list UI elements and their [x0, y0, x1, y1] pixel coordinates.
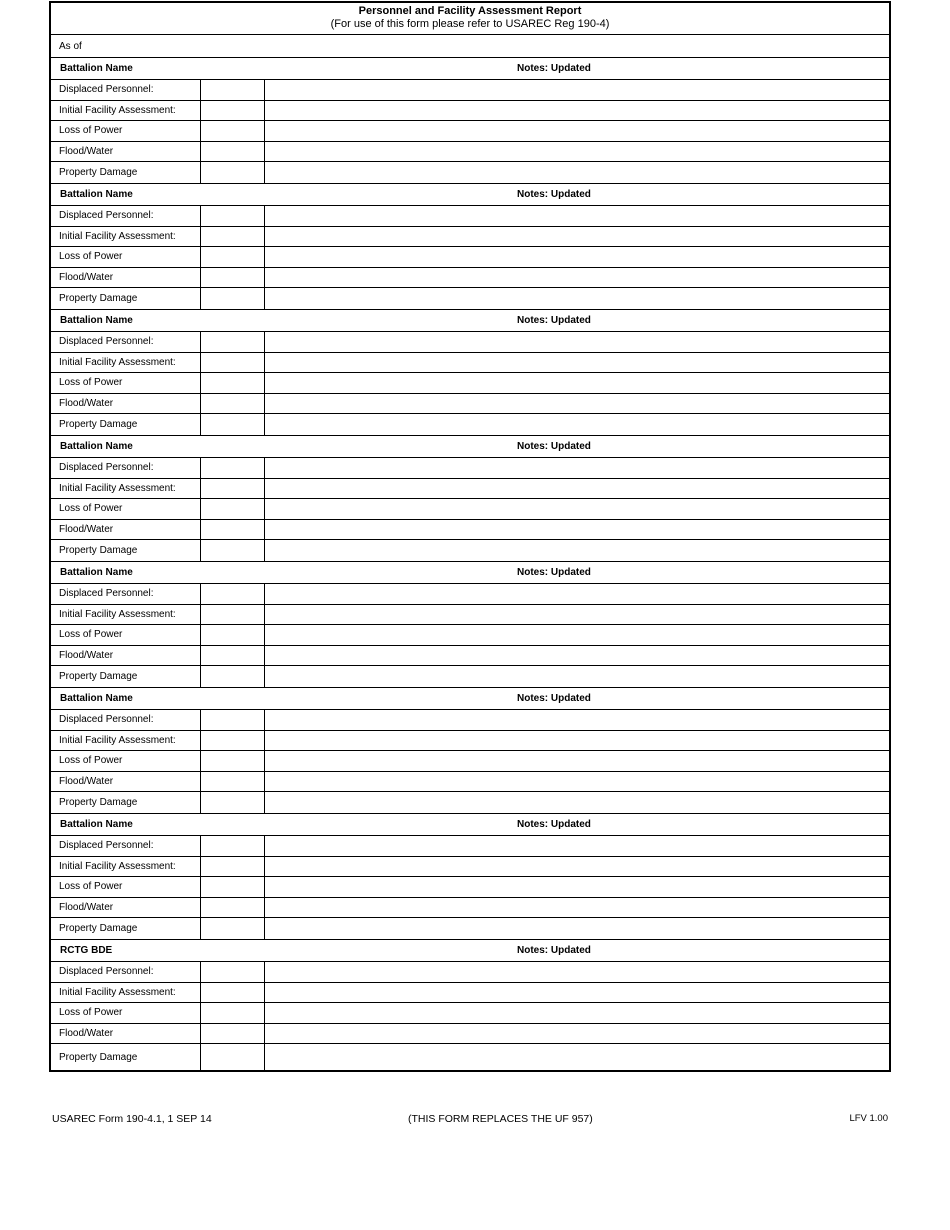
assessment-row: [51, 918, 889, 940]
row-label: Property Damage: [51, 918, 201, 939]
assessment-row: [51, 605, 889, 626]
assessment-row: [51, 772, 889, 793]
battalion-section: [51, 814, 889, 940]
assessment-row: [51, 458, 889, 479]
row-label: Flood/Water: [51, 772, 201, 792]
assessment-row: [51, 1003, 889, 1024]
value-field[interactable]: [201, 836, 265, 856]
section-notes-label: Notes: Updated: [517, 567, 591, 578]
assessment-row: [51, 80, 889, 101]
section-notes-label: Notes: Updated: [517, 693, 591, 704]
section-name: RCTG BDE: [60, 945, 113, 956]
value-field[interactable]: [201, 857, 265, 877]
notes-field[interactable]: [265, 142, 889, 162]
section-header: [51, 58, 889, 80]
notes-field[interactable]: [265, 206, 889, 226]
assessment-row: [51, 710, 889, 731]
battalion-section: [51, 940, 889, 1070]
value-field[interactable]: [201, 268, 265, 288]
row-label: Loss of Power: [51, 373, 201, 393]
notes-field[interactable]: [265, 962, 889, 982]
row-label: Property Damage: [51, 162, 201, 183]
value-field[interactable]: [201, 499, 265, 519]
battalion-section: [51, 310, 889, 436]
form-replaces-note: (THIS FORM REPLACES THE UF 957): [408, 1113, 593, 1125]
row-label: Property Damage: [51, 540, 201, 561]
assessment-row: [51, 584, 889, 605]
notes-field[interactable]: [265, 520, 889, 540]
assessment-row: [51, 520, 889, 541]
assessment-row: [51, 983, 889, 1004]
row-label: Initial Facility Assessment:: [51, 227, 201, 247]
notes-field[interactable]: [265, 898, 889, 918]
as-of-label: As of: [59, 41, 82, 52]
battalion-section: [51, 688, 889, 814]
row-label: Flood/Water: [51, 142, 201, 162]
notes-field[interactable]: [265, 288, 889, 309]
value-field[interactable]: [201, 206, 265, 226]
assessment-row: [51, 373, 889, 394]
assessment-row: [51, 353, 889, 374]
notes-field[interactable]: [265, 414, 889, 435]
row-label: Property Damage: [51, 1044, 201, 1070]
assessment-row: [51, 227, 889, 248]
value-field[interactable]: [201, 479, 265, 499]
assessment-row: [51, 479, 889, 500]
row-label: Loss of Power: [51, 247, 201, 267]
section-notes-label: Notes: Updated: [517, 945, 591, 956]
as-of-row[interactable]: [51, 35, 889, 58]
notes-field[interactable]: [265, 227, 889, 247]
assessment-form: [49, 1, 891, 1072]
row-label: Loss of Power: [51, 625, 201, 645]
value-field[interactable]: [201, 918, 265, 939]
row-label: Initial Facility Assessment:: [51, 479, 201, 499]
notes-field[interactable]: [265, 394, 889, 414]
notes-field[interactable]: [265, 918, 889, 939]
assessment-row: [51, 162, 889, 184]
notes-field[interactable]: [265, 101, 889, 121]
battalion-section: [51, 436, 889, 562]
section-name: Battalion Name: [60, 441, 133, 452]
value-field[interactable]: [201, 983, 265, 1003]
value-field[interactable]: [201, 288, 265, 309]
value-field[interactable]: [201, 962, 265, 982]
row-label: Displaced Personnel:: [51, 332, 201, 352]
assessment-row: [51, 288, 889, 310]
value-field[interactable]: [201, 772, 265, 792]
assessment-row: [51, 540, 889, 562]
value-field[interactable]: [201, 540, 265, 561]
notes-field[interactable]: [265, 584, 889, 604]
assessment-row: [51, 121, 889, 142]
value-field[interactable]: [201, 332, 265, 352]
section-header: [51, 940, 889, 962]
value-field[interactable]: [201, 666, 265, 687]
section-header: [51, 184, 889, 206]
section-name: Battalion Name: [60, 819, 133, 830]
section-header: [51, 814, 889, 836]
notes-field[interactable]: [265, 646, 889, 666]
form-subtitle: (For use of this form please refer to USAREC Reg 190-4): [330, 18, 610, 30]
value-field[interactable]: [201, 162, 265, 183]
notes-field[interactable]: [265, 772, 889, 792]
value-field[interactable]: [201, 458, 265, 478]
notes-field[interactable]: [265, 792, 889, 813]
section-notes-label: Notes: Updated: [517, 63, 591, 74]
form-footer: [52, 1113, 888, 1127]
notes-field[interactable]: [265, 666, 889, 687]
assessment-row: [51, 332, 889, 353]
value-field[interactable]: [201, 1024, 265, 1044]
row-label: Initial Facility Assessment:: [51, 857, 201, 877]
assessment-row: [51, 836, 889, 857]
assessment-row: [51, 268, 889, 289]
value-field[interactable]: [201, 646, 265, 666]
assessment-row: [51, 1044, 889, 1070]
notes-field[interactable]: [265, 247, 889, 267]
notes-field[interactable]: [265, 373, 889, 393]
notes-field[interactable]: [265, 836, 889, 856]
row-label: Flood/Water: [51, 1024, 201, 1044]
row-label: Displaced Personnel:: [51, 80, 201, 100]
row-label: Initial Facility Assessment:: [51, 731, 201, 751]
section-name: Battalion Name: [60, 189, 133, 200]
notes-field[interactable]: [265, 1003, 889, 1023]
value-field[interactable]: [201, 414, 265, 435]
section-name: Battalion Name: [60, 63, 133, 74]
notes-field[interactable]: [265, 710, 889, 730]
section-name: Battalion Name: [60, 567, 133, 578]
battalion-section: [51, 562, 889, 688]
section-notes-label: Notes: Updated: [517, 315, 591, 326]
assessment-row: [51, 499, 889, 520]
value-field[interactable]: [201, 584, 265, 604]
value-field[interactable]: [201, 605, 265, 625]
notes-field[interactable]: [265, 332, 889, 352]
value-field[interactable]: [201, 353, 265, 373]
notes-field[interactable]: [265, 80, 889, 100]
row-label: Initial Facility Assessment:: [51, 983, 201, 1003]
row-label: Flood/Water: [51, 898, 201, 918]
notes-field[interactable]: [265, 877, 889, 897]
battalion-section: [51, 184, 889, 310]
notes-field[interactable]: [265, 499, 889, 519]
assessment-row: [51, 247, 889, 268]
section-name: Battalion Name: [60, 315, 133, 326]
row-label: Initial Facility Assessment:: [51, 101, 201, 121]
value-field[interactable]: [201, 247, 265, 267]
assessment-row: [51, 898, 889, 919]
assessment-row: [51, 751, 889, 772]
row-label: Displaced Personnel:: [51, 710, 201, 730]
row-label: Flood/Water: [51, 646, 201, 666]
section-notes-label: Notes: Updated: [517, 189, 591, 200]
assessment-row: [51, 646, 889, 667]
row-label: Flood/Water: [51, 268, 201, 288]
form-number: USAREC Form 190-4.1, 1 SEP 14: [52, 1113, 212, 1125]
notes-field[interactable]: [265, 1044, 889, 1070]
row-label: Displaced Personnel:: [51, 458, 201, 478]
value-field[interactable]: [201, 520, 265, 540]
notes-field[interactable]: [265, 268, 889, 288]
notes-field[interactable]: [265, 540, 889, 561]
value-field[interactable]: [201, 142, 265, 162]
form-title: Personnel and Facility Assessment Report: [358, 5, 582, 17]
row-label: Property Damage: [51, 666, 201, 687]
assessment-row: [51, 877, 889, 898]
value-field[interactable]: [201, 1044, 265, 1070]
section-notes-label: Notes: Updated: [517, 441, 591, 452]
row-label: Loss of Power: [51, 499, 201, 519]
value-field[interactable]: [201, 227, 265, 247]
section-header: [51, 310, 889, 332]
row-label: Property Damage: [51, 414, 201, 435]
row-label: Displaced Personnel:: [51, 836, 201, 856]
section-notes-label: Notes: Updated: [517, 819, 591, 830]
notes-field[interactable]: [265, 625, 889, 645]
form-version: LFV 1.00: [849, 1113, 888, 1124]
assessment-row: [51, 857, 889, 878]
row-label: Flood/Water: [51, 394, 201, 414]
value-field[interactable]: [201, 1003, 265, 1023]
value-field[interactable]: [201, 101, 265, 121]
notes-field[interactable]: [265, 1024, 889, 1044]
row-label: Displaced Personnel:: [51, 584, 201, 604]
value-field[interactable]: [201, 625, 265, 645]
row-label: Property Damage: [51, 792, 201, 813]
notes-field[interactable]: [265, 353, 889, 373]
assessment-row: [51, 792, 889, 814]
assessment-row: [51, 666, 889, 688]
form-title-block: [51, 3, 889, 35]
notes-field[interactable]: [265, 605, 889, 625]
value-field[interactable]: [201, 80, 265, 100]
notes-field[interactable]: [265, 731, 889, 751]
notes-field[interactable]: [265, 162, 889, 183]
section-header: [51, 436, 889, 458]
value-field[interactable]: [201, 373, 265, 393]
row-label: Property Damage: [51, 288, 201, 309]
value-field[interactable]: [201, 792, 265, 813]
notes-field[interactable]: [265, 458, 889, 478]
section-name: Battalion Name: [60, 693, 133, 704]
notes-field[interactable]: [265, 983, 889, 1003]
assessment-row: [51, 142, 889, 163]
assessment-row: [51, 731, 889, 752]
value-field[interactable]: [201, 394, 265, 414]
assessment-row: [51, 206, 889, 227]
assessment-row: [51, 414, 889, 436]
row-label: Loss of Power: [51, 121, 201, 141]
assessment-row: [51, 962, 889, 983]
row-label: Loss of Power: [51, 751, 201, 771]
row-label: Displaced Personnel:: [51, 206, 201, 226]
notes-field[interactable]: [265, 479, 889, 499]
notes-field[interactable]: [265, 751, 889, 771]
section-header: [51, 688, 889, 710]
section-header: [51, 562, 889, 584]
value-field[interactable]: [201, 751, 265, 771]
row-label: Displaced Personnel:: [51, 962, 201, 982]
assessment-row: [51, 101, 889, 122]
row-label: Flood/Water: [51, 520, 201, 540]
sections-container: [51, 58, 889, 1070]
assessment-row: [51, 394, 889, 415]
notes-field[interactable]: [265, 121, 889, 141]
row-label: Initial Facility Assessment:: [51, 353, 201, 373]
value-field[interactable]: [201, 121, 265, 141]
value-field[interactable]: [201, 710, 265, 730]
assessment-row: [51, 1024, 889, 1045]
assessment-row: [51, 625, 889, 646]
row-label: Loss of Power: [51, 1003, 201, 1023]
value-field[interactable]: [201, 877, 265, 897]
row-label: Loss of Power: [51, 877, 201, 897]
notes-field[interactable]: [265, 857, 889, 877]
battalion-section: [51, 58, 889, 184]
row-label: Initial Facility Assessment:: [51, 605, 201, 625]
value-field[interactable]: [201, 731, 265, 751]
value-field[interactable]: [201, 898, 265, 918]
